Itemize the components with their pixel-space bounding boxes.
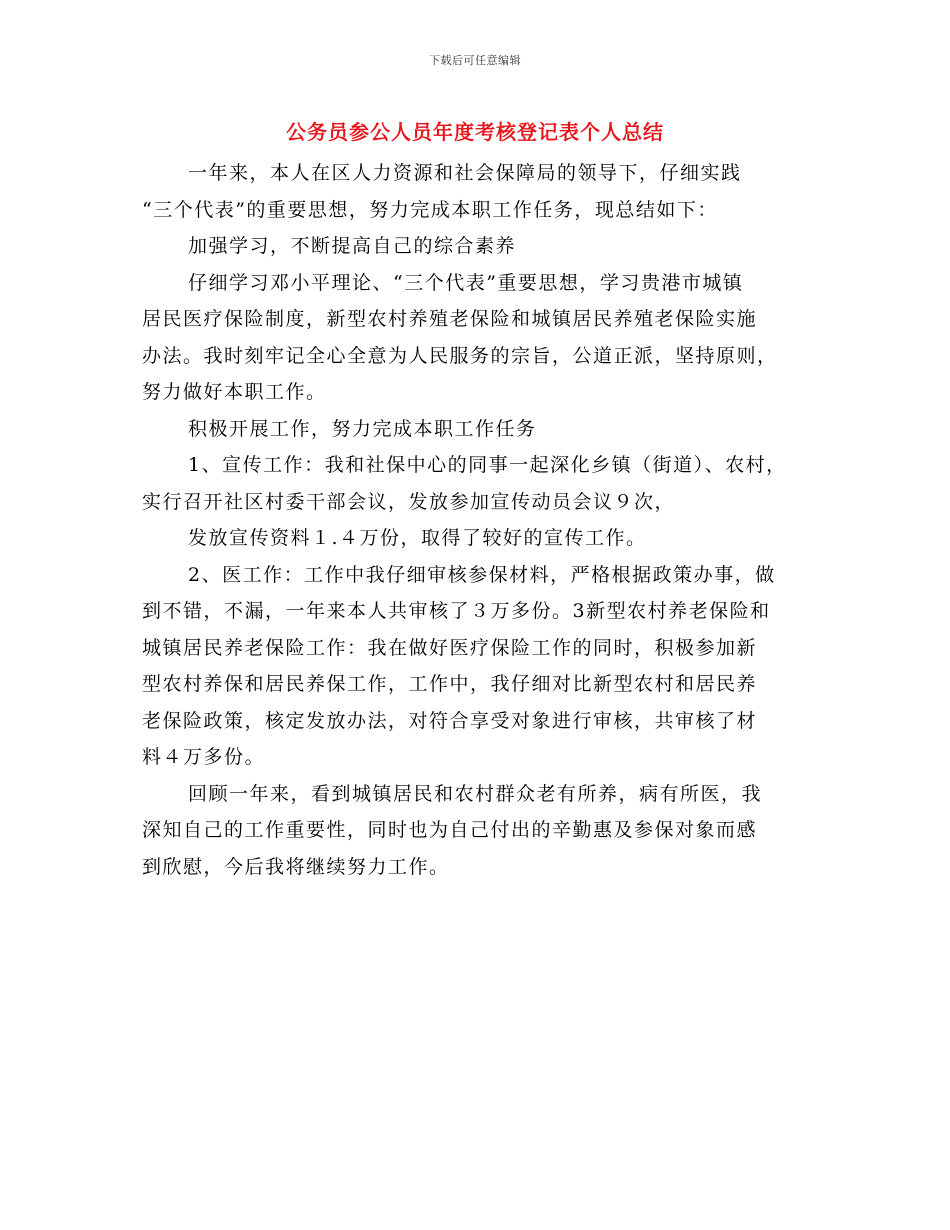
paragraph-line: 回顾一年来，看到城镇居民和农村群众老有所养，病有所医，我 bbox=[188, 782, 763, 805]
paragraph-line: 料４万多份。 bbox=[142, 746, 266, 768]
paragraph bbox=[142, 447, 822, 520]
paragraph-line: 居民医疗保险制度，新型农村养殖老保险和城镇居民养殖老保险实施 bbox=[142, 308, 758, 330]
paragraph-line: 实行召开社区村委干部会议，发放参加宣传动员会议９次， bbox=[142, 490, 676, 513]
paragraph bbox=[142, 557, 822, 776]
paragraph-line: 加强学习，不断提高自己的综合素养 bbox=[188, 235, 517, 257]
paragraph-line: 努力做好本职工作。 bbox=[142, 381, 327, 403]
paragraph bbox=[142, 155, 822, 228]
paragraph bbox=[142, 776, 822, 886]
paragraph-line: 一年来，本人在区人力资源和社会保障局的领导下，仔细实践 bbox=[188, 162, 742, 184]
paragraph-line: 2、医工作：工作中我仔细审核参保材料，严格根据政策办事，做 bbox=[188, 563, 776, 586]
paragraph-line: 型农村养保和居民养保工作，工作中，我仔细对比新型农村和居民养 bbox=[142, 673, 758, 695]
paragraph-line: 老保险政策，核定发放办法，对符合享受对象进行审核，共审核了材 bbox=[142, 709, 758, 732]
paragraph-line: 发放宣传资料１.４万份，取得了较好的宣传工作。 bbox=[188, 527, 647, 549]
paragraph bbox=[142, 411, 822, 448]
header-note: 下载后可任意编辑 bbox=[429, 54, 521, 67]
paragraph-line: 到欣慰，今后我将继续努力工作。 bbox=[142, 855, 450, 878]
paragraph-line: 办法。我时刻牢记全心全意为人民服务的宗旨，公道正派，坚持原则， bbox=[142, 344, 778, 367]
paragraph-line: 积极开展工作，努力完成本职工作任务 bbox=[188, 417, 537, 440]
paragraph-line: 仔细学习邓小平理论、“三个代表”重要思想，学习贵港市城镇 bbox=[188, 271, 744, 294]
paragraph bbox=[142, 228, 822, 265]
document-body bbox=[142, 155, 822, 885]
document-title: 公务员参公人员年度考核登记表个人总结 bbox=[286, 120, 664, 144]
paragraph-line: 深知自己的工作重要性，同时也为自己付出的辛勤惠及参保对象而感 bbox=[142, 819, 758, 841]
paragraph-line: 城镇居民养老保险工作：我在做好医疗保险工作的同时，积极参加新 bbox=[142, 636, 758, 659]
paragraph-line: 到不错，不漏，一年来本人共审核了３万多份。3新型农村养老保险和 bbox=[142, 600, 771, 622]
paragraph-line: “三个代表”的重要思想，努力完成本职工作任务，现总结如下： bbox=[142, 198, 718, 221]
paragraph bbox=[142, 265, 822, 411]
paragraph bbox=[142, 520, 822, 557]
paragraph-line: 1、宣传工作：我和社保中心的同事一起深化乡镇（街道）、农村， bbox=[188, 454, 787, 476]
